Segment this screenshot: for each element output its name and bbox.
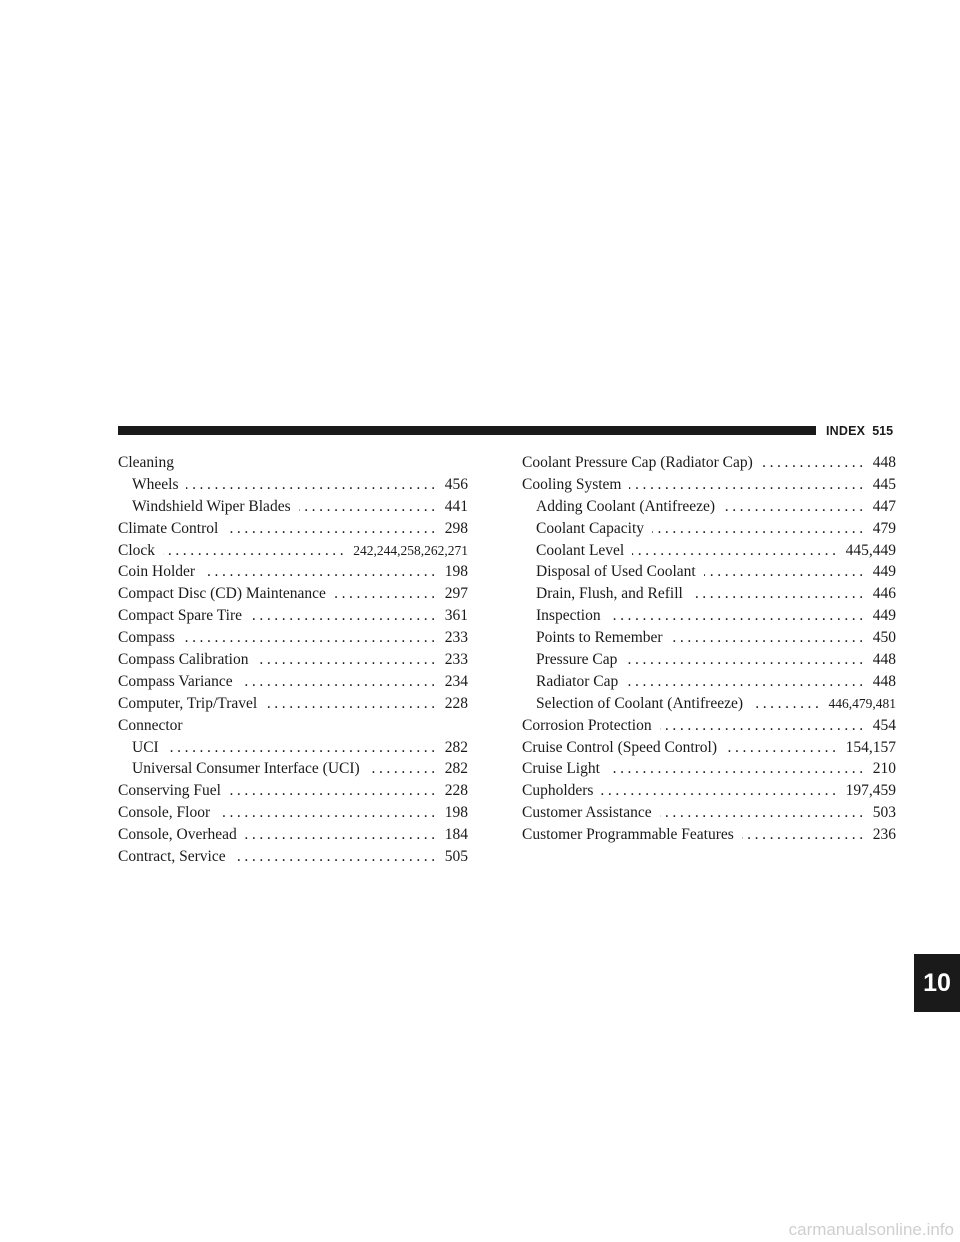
page-reference[interactable]: 297 bbox=[444, 585, 468, 603]
dot-leader bbox=[632, 540, 839, 562]
dot-leader bbox=[601, 780, 839, 802]
index-term: Disposal of Used Coolant bbox=[536, 563, 696, 581]
index-entry bbox=[118, 693, 468, 715]
dot-leader bbox=[186, 474, 438, 496]
index-entry bbox=[522, 802, 896, 824]
index-entry bbox=[522, 715, 896, 737]
dot-leader bbox=[725, 737, 840, 759]
index-subentry bbox=[118, 496, 468, 518]
index-term: Coolant Capacity bbox=[536, 519, 645, 537]
index-subentry bbox=[522, 518, 896, 540]
page-reference[interactable]: 448 bbox=[872, 672, 896, 690]
page-reference[interactable]: 448 bbox=[872, 651, 896, 669]
dot-leader bbox=[751, 693, 822, 715]
index-term: Coolant Level bbox=[536, 541, 625, 559]
dot-leader bbox=[241, 671, 439, 693]
index-entry bbox=[522, 474, 896, 496]
dot-leader bbox=[218, 802, 439, 824]
index-subentry bbox=[522, 540, 896, 562]
dot-leader bbox=[671, 627, 867, 649]
index-term: Universal Consumer Interface (UCI) bbox=[132, 760, 360, 778]
page-reference[interactable]: 197,459 bbox=[845, 782, 896, 800]
dot-leader bbox=[660, 802, 867, 824]
dot-leader bbox=[226, 518, 438, 540]
index-column-right bbox=[522, 452, 896, 846]
index-term: Conserving Fuel bbox=[118, 782, 221, 800]
dot-leader bbox=[660, 715, 867, 737]
dot-leader bbox=[742, 824, 867, 846]
index-entry bbox=[118, 802, 468, 824]
page-reference[interactable]: 448 bbox=[872, 454, 896, 471]
index-entry bbox=[522, 780, 896, 802]
dot-leader bbox=[334, 583, 439, 605]
index-term: Customer Programmable Features bbox=[522, 826, 734, 844]
index-entry bbox=[118, 540, 468, 562]
page-reference[interactable]: 479 bbox=[872, 519, 896, 537]
index-subentry bbox=[522, 561, 896, 583]
dot-leader bbox=[245, 824, 439, 846]
index-subentry bbox=[522, 649, 896, 671]
page-reference[interactable]: 242,244,258,262,271 bbox=[353, 542, 468, 558]
dot-leader bbox=[229, 780, 439, 802]
index-term: Connector bbox=[118, 716, 183, 734]
index-term: Coin Holder bbox=[118, 563, 196, 581]
index-term: Computer, Trip/Travel bbox=[118, 694, 258, 712]
index-entry bbox=[118, 452, 468, 474]
watermark: carmanualsonline.info bbox=[788, 1220, 954, 1239]
dot-leader bbox=[761, 452, 867, 474]
dot-leader bbox=[234, 846, 439, 868]
index-term: Coolant Pressure Cap (Radiator Cap) bbox=[522, 454, 753, 471]
page-reference[interactable]: 450 bbox=[872, 629, 896, 647]
index-subentry bbox=[522, 496, 896, 518]
page-reference[interactable]: 234 bbox=[444, 672, 468, 690]
index-subentry bbox=[522, 671, 896, 693]
page-reference[interactable]: 361 bbox=[444, 607, 468, 625]
dot-leader bbox=[183, 627, 439, 649]
index-term: Selection of Coolant (Antifreeze) bbox=[536, 694, 744, 712]
page-reference[interactable]: 198 bbox=[444, 563, 468, 581]
page-reference[interactable]: 441 bbox=[444, 497, 468, 515]
dot-leader bbox=[163, 540, 347, 562]
page-reference[interactable]: 298 bbox=[444, 519, 468, 537]
page-reference[interactable]: 445 bbox=[872, 475, 896, 493]
index-subentry bbox=[118, 737, 468, 759]
dot-leader bbox=[265, 693, 439, 715]
dot-leader bbox=[167, 737, 439, 759]
index-entry bbox=[118, 649, 468, 671]
index-term: Console, Floor bbox=[118, 804, 211, 822]
index-term: Compass Variance bbox=[118, 672, 233, 690]
index-subentry bbox=[118, 474, 468, 496]
index-subentry bbox=[522, 583, 896, 605]
page-reference[interactable]: 447 bbox=[872, 497, 896, 515]
page-reference[interactable]: 228 bbox=[444, 782, 468, 800]
index-entry bbox=[118, 780, 468, 802]
page-reference[interactable]: 198 bbox=[444, 804, 468, 822]
page-reference[interactable]: 236 bbox=[872, 826, 896, 844]
dot-leader bbox=[299, 496, 439, 518]
index-term: Windshield Wiper Blades bbox=[132, 497, 291, 515]
page-number: 515 bbox=[872, 424, 894, 438]
page-reference[interactable]: 233 bbox=[444, 629, 468, 647]
page-reference[interactable]: 282 bbox=[444, 738, 468, 756]
dot-leader bbox=[256, 649, 438, 671]
index-entry bbox=[118, 846, 468, 868]
index-term: Cruise Light bbox=[522, 760, 600, 778]
page-reference[interactable]: 445,449 bbox=[845, 541, 896, 559]
index-term: Cupholders bbox=[522, 782, 594, 800]
index-term: Clock bbox=[118, 541, 156, 559]
index-term: Customer Assistance bbox=[522, 804, 652, 822]
index-subentry bbox=[522, 693, 896, 715]
index-term: Console, Overhead bbox=[118, 826, 237, 844]
dot-leader bbox=[652, 518, 867, 540]
index-term: Compact Disc (CD) Maintenance bbox=[118, 585, 326, 603]
index-term: Cooling System bbox=[522, 475, 622, 493]
index-entry bbox=[118, 824, 468, 846]
index-entry bbox=[522, 824, 896, 846]
index-term: Cleaning bbox=[118, 454, 174, 471]
chapter-tab[interactable]: 10 bbox=[914, 954, 960, 1012]
page-reference[interactable]: 233 bbox=[444, 651, 468, 669]
dot-leader bbox=[691, 583, 867, 605]
page-reference[interactable]: 449 bbox=[872, 607, 896, 625]
dot-leader bbox=[250, 605, 439, 627]
index-subentry bbox=[118, 758, 468, 780]
running-header bbox=[826, 421, 916, 441]
index-term: Adding Coolant (Antifreeze) bbox=[536, 497, 716, 515]
dot-leader bbox=[626, 671, 867, 693]
section-label: INDEX bbox=[826, 424, 866, 438]
index-entry bbox=[118, 561, 468, 583]
index-term: Compass Calibration bbox=[118, 651, 249, 669]
dot-leader bbox=[704, 561, 867, 583]
index-term: Corrosion Protection bbox=[522, 716, 652, 734]
index-term: Points to Remember bbox=[536, 629, 663, 647]
index-term: Wheels bbox=[132, 475, 179, 493]
index-entry bbox=[118, 715, 468, 737]
index-entry bbox=[118, 583, 468, 605]
page-reference[interactable]: 456 bbox=[444, 475, 468, 493]
index-entry bbox=[118, 671, 468, 693]
dot-leader bbox=[203, 561, 439, 583]
index-term: Contract, Service bbox=[118, 848, 226, 866]
page-reference[interactable]: 505 bbox=[444, 848, 468, 866]
index-term: UCI bbox=[132, 738, 159, 756]
dot-leader bbox=[723, 496, 867, 518]
page-reference[interactable]: 184 bbox=[444, 826, 468, 844]
index-entry bbox=[118, 605, 468, 627]
index-entry bbox=[522, 452, 896, 474]
index-term: Pressure Cap bbox=[536, 651, 618, 669]
dot-leader bbox=[608, 758, 867, 780]
index-entry bbox=[118, 518, 468, 540]
index-term: Inspection bbox=[536, 607, 601, 625]
dot-leader bbox=[625, 649, 866, 671]
page-reference[interactable]: 228 bbox=[444, 694, 468, 712]
page-reference[interactable]: 449 bbox=[872, 563, 896, 581]
page-reference[interactable]: 210 bbox=[872, 760, 896, 778]
index-entry bbox=[118, 627, 468, 649]
index-subentry bbox=[522, 627, 896, 649]
index-term: Cruise Control (Speed Control) bbox=[522, 738, 718, 756]
index-term: Compact Spare Tire bbox=[118, 607, 242, 625]
page-reference[interactable]: 503 bbox=[872, 804, 896, 822]
dot-leader bbox=[629, 474, 866, 496]
dot-leader bbox=[368, 758, 439, 780]
page-reference[interactable]: 154,157 bbox=[845, 738, 896, 756]
header-rule bbox=[118, 426, 816, 435]
index-term: Drain, Flush, and Refill bbox=[536, 585, 683, 603]
index-term: Compass bbox=[118, 629, 175, 647]
page-reference[interactable]: 282 bbox=[444, 760, 468, 778]
index-entry bbox=[522, 737, 896, 759]
index-column-left bbox=[118, 452, 468, 868]
index-entry bbox=[522, 758, 896, 780]
page-reference[interactable]: 454 bbox=[872, 716, 896, 734]
page-reference[interactable]: 446 bbox=[872, 585, 896, 603]
index-subentry bbox=[522, 605, 896, 627]
page-reference[interactable]: 446,479,481 bbox=[828, 695, 896, 711]
index-term: Climate Control bbox=[118, 519, 219, 537]
dot-leader bbox=[609, 605, 867, 627]
index-term: Radiator Cap bbox=[536, 672, 619, 690]
